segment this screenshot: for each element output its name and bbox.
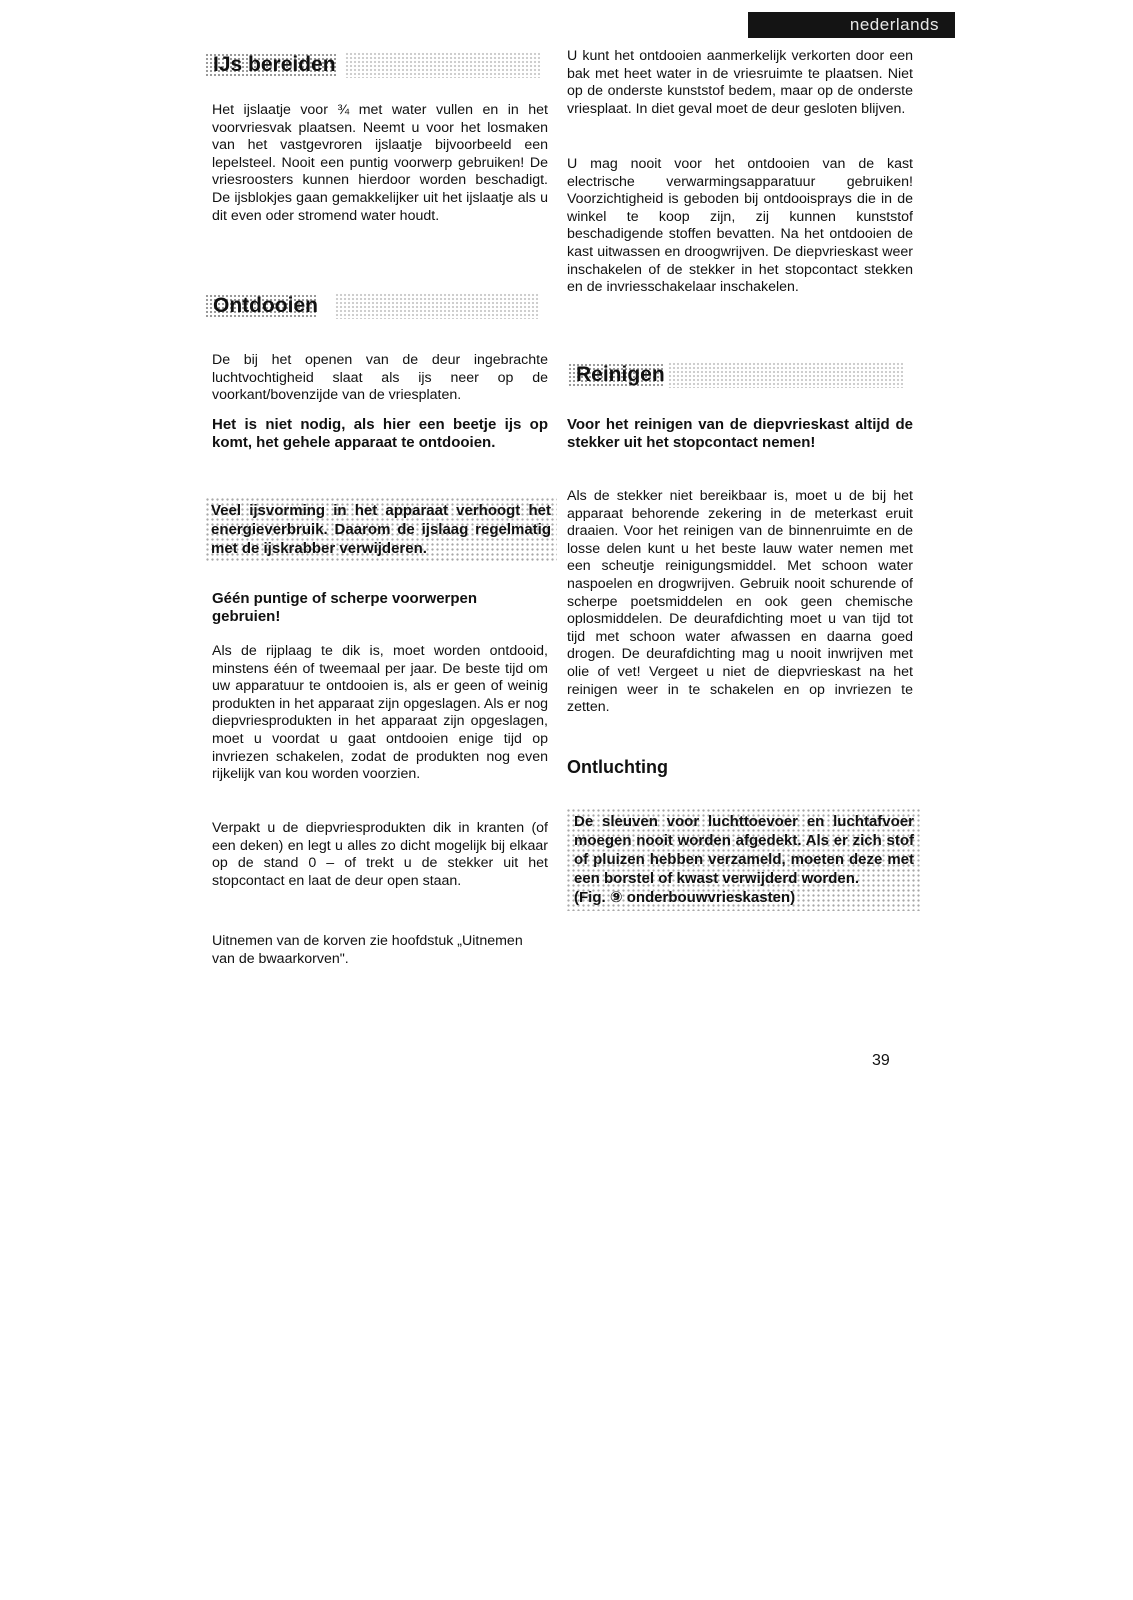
ontdooien-frequency: Als de rijplaag te dik is, moet worden ontdooid, minstens één of tweemaal per jaar. De beste tijd om uw apparatuur te ontdooien is, als er geen of weinig produkten in het apparaat zijn opgeslagen. Als er nog diepvriesprodukten in het apparaat zijn opgeslagen, moet u voordat u gaat ontdooien enige tijd op invriezen schakelen, zodat de produkten nog even rijkelijk van kou worden voorzien. (212, 643, 548, 783)
reinigen-warning: Voor het reinigen van de diepvrieskast altijd de stekker uit het stopcontact nemen! (567, 416, 913, 451)
section-title-ontdooien: Ontdooien (205, 289, 540, 323)
ontdooien-shortening: U kunt het ontdooien aanmerkelijk verkorten door een bak met heet water in de vriesruimte te plaatsen. Niet op de onderste kunststof bedem, maar op de onderste vriesplaat. In diet geval moet de deur gesloten blijven. (567, 48, 913, 117)
reinigen-body: Als de stekker niet bereikbaar is, moet u de bij het apparaat behorende zekering in de meterkast eruit draaien. Voor het reinigen van de binnenruimte en de losse delen kunt u het beste lauw water nemen met een scheutje reinigungsmiddel. Met schoon water naspoelen en drogwrijven. Gebruik nooit schurende of scherpe poetsmiddelen en ook geen chemische oplosmiddelen. De deurafdichting moet u van tijd tot tijd met schoon water afwassen en daarna goed drogen. De deurafdichting mag u nooit inwrijven met olie of vet! Vergeet u niet de diepvrieskast na het reinigen weer in te schakelen en op invriezen te zetten. (567, 488, 913, 716)
page-number: 39 (872, 1052, 890, 1069)
language-tab: nederlands (748, 12, 955, 38)
ontdooien-highlight: Veel ijsvorming in het apparaat verhoogt het energieverbruik. Daarom de ijslaag regelmatig met de ijskrabber verwijderen. (205, 497, 557, 562)
section-title-reinigen: Reinigen (568, 358, 903, 392)
ontluchting-highlight: De sleuven voor luchttoevoer en luchtafvoer moegen nooit worden afgedekt. Als er zich stof of pluizen hebben verzameld, moeten deze met een borstel of kwast verwijderd worden. (574, 813, 914, 887)
ontdooien-intro: De bij het openen van de deur ingebrachte luchtvochtigheid slaat als ijs neer op de voorkant/bovenzijde van de vriesplaten. (212, 352, 548, 404)
ontluchting-figref: (Fig. ⑨ onderbouwvrieskasten) (574, 889, 796, 906)
ontdooien-warning: Het is niet nodig, als hier een beetje ijs op komt, het gehele apparaat te ontdooien. (212, 416, 548, 451)
ontluchting-highlight-box (566, 808, 922, 911)
ontdooien-korven: Uitnemen van de korven zie hoofdstuk „Uitnemen van de bwaarkorven". (212, 933, 523, 967)
ontdooien-wrapping: Verpakt u de diepvriesprodukten dik in kranten (of een deken) en legt u alles zo dicht mogelijk bij elkaar op de stand 0 – of trekt u de stekker uit het stopcontact en laat de deur open staan. (212, 820, 548, 889)
section-title-ontluchting: Ontluchting (567, 757, 668, 777)
ontdooien-no-heaters: U mag nooit voor het ontdooien van de kast electrische verwarmingsapparatuur gebruiken! Voorzichtigheid is geboden bij ontdooisprays die in de winkel te koop zijn, zij kunnen kunststof beschadigende stoffen bevatten. Na het ontdooien de kast uitwassen en droogwrijven. De diepvrieskast weer inschakelen of de stekker in het stopcontact stekken en de invriesschakelaar inschakelen. (567, 156, 913, 296)
section-title-ijs-bereiden: IJs bereiden (205, 48, 540, 82)
ijs-bereiden-body: Het ijslaatje voor ¾ met water vullen en in het voorvriesvak plaatsen. Neemt u voor het losmaken van het vastgevroren ijslaatje bijvoorbeeld een lepelsteel. Nooit een puntig voorwerp gebruiken! De vriesroosters kunnen hierdoor worden beschadigt. De ijsblokjes gaan gemakkelijker uit het ijslaatje als u dit even oder stromend water houdt. (212, 102, 548, 224)
ontdooien-sharp-warning: Géén puntige of scherpe voorwerpen gebruien! (212, 590, 478, 625)
